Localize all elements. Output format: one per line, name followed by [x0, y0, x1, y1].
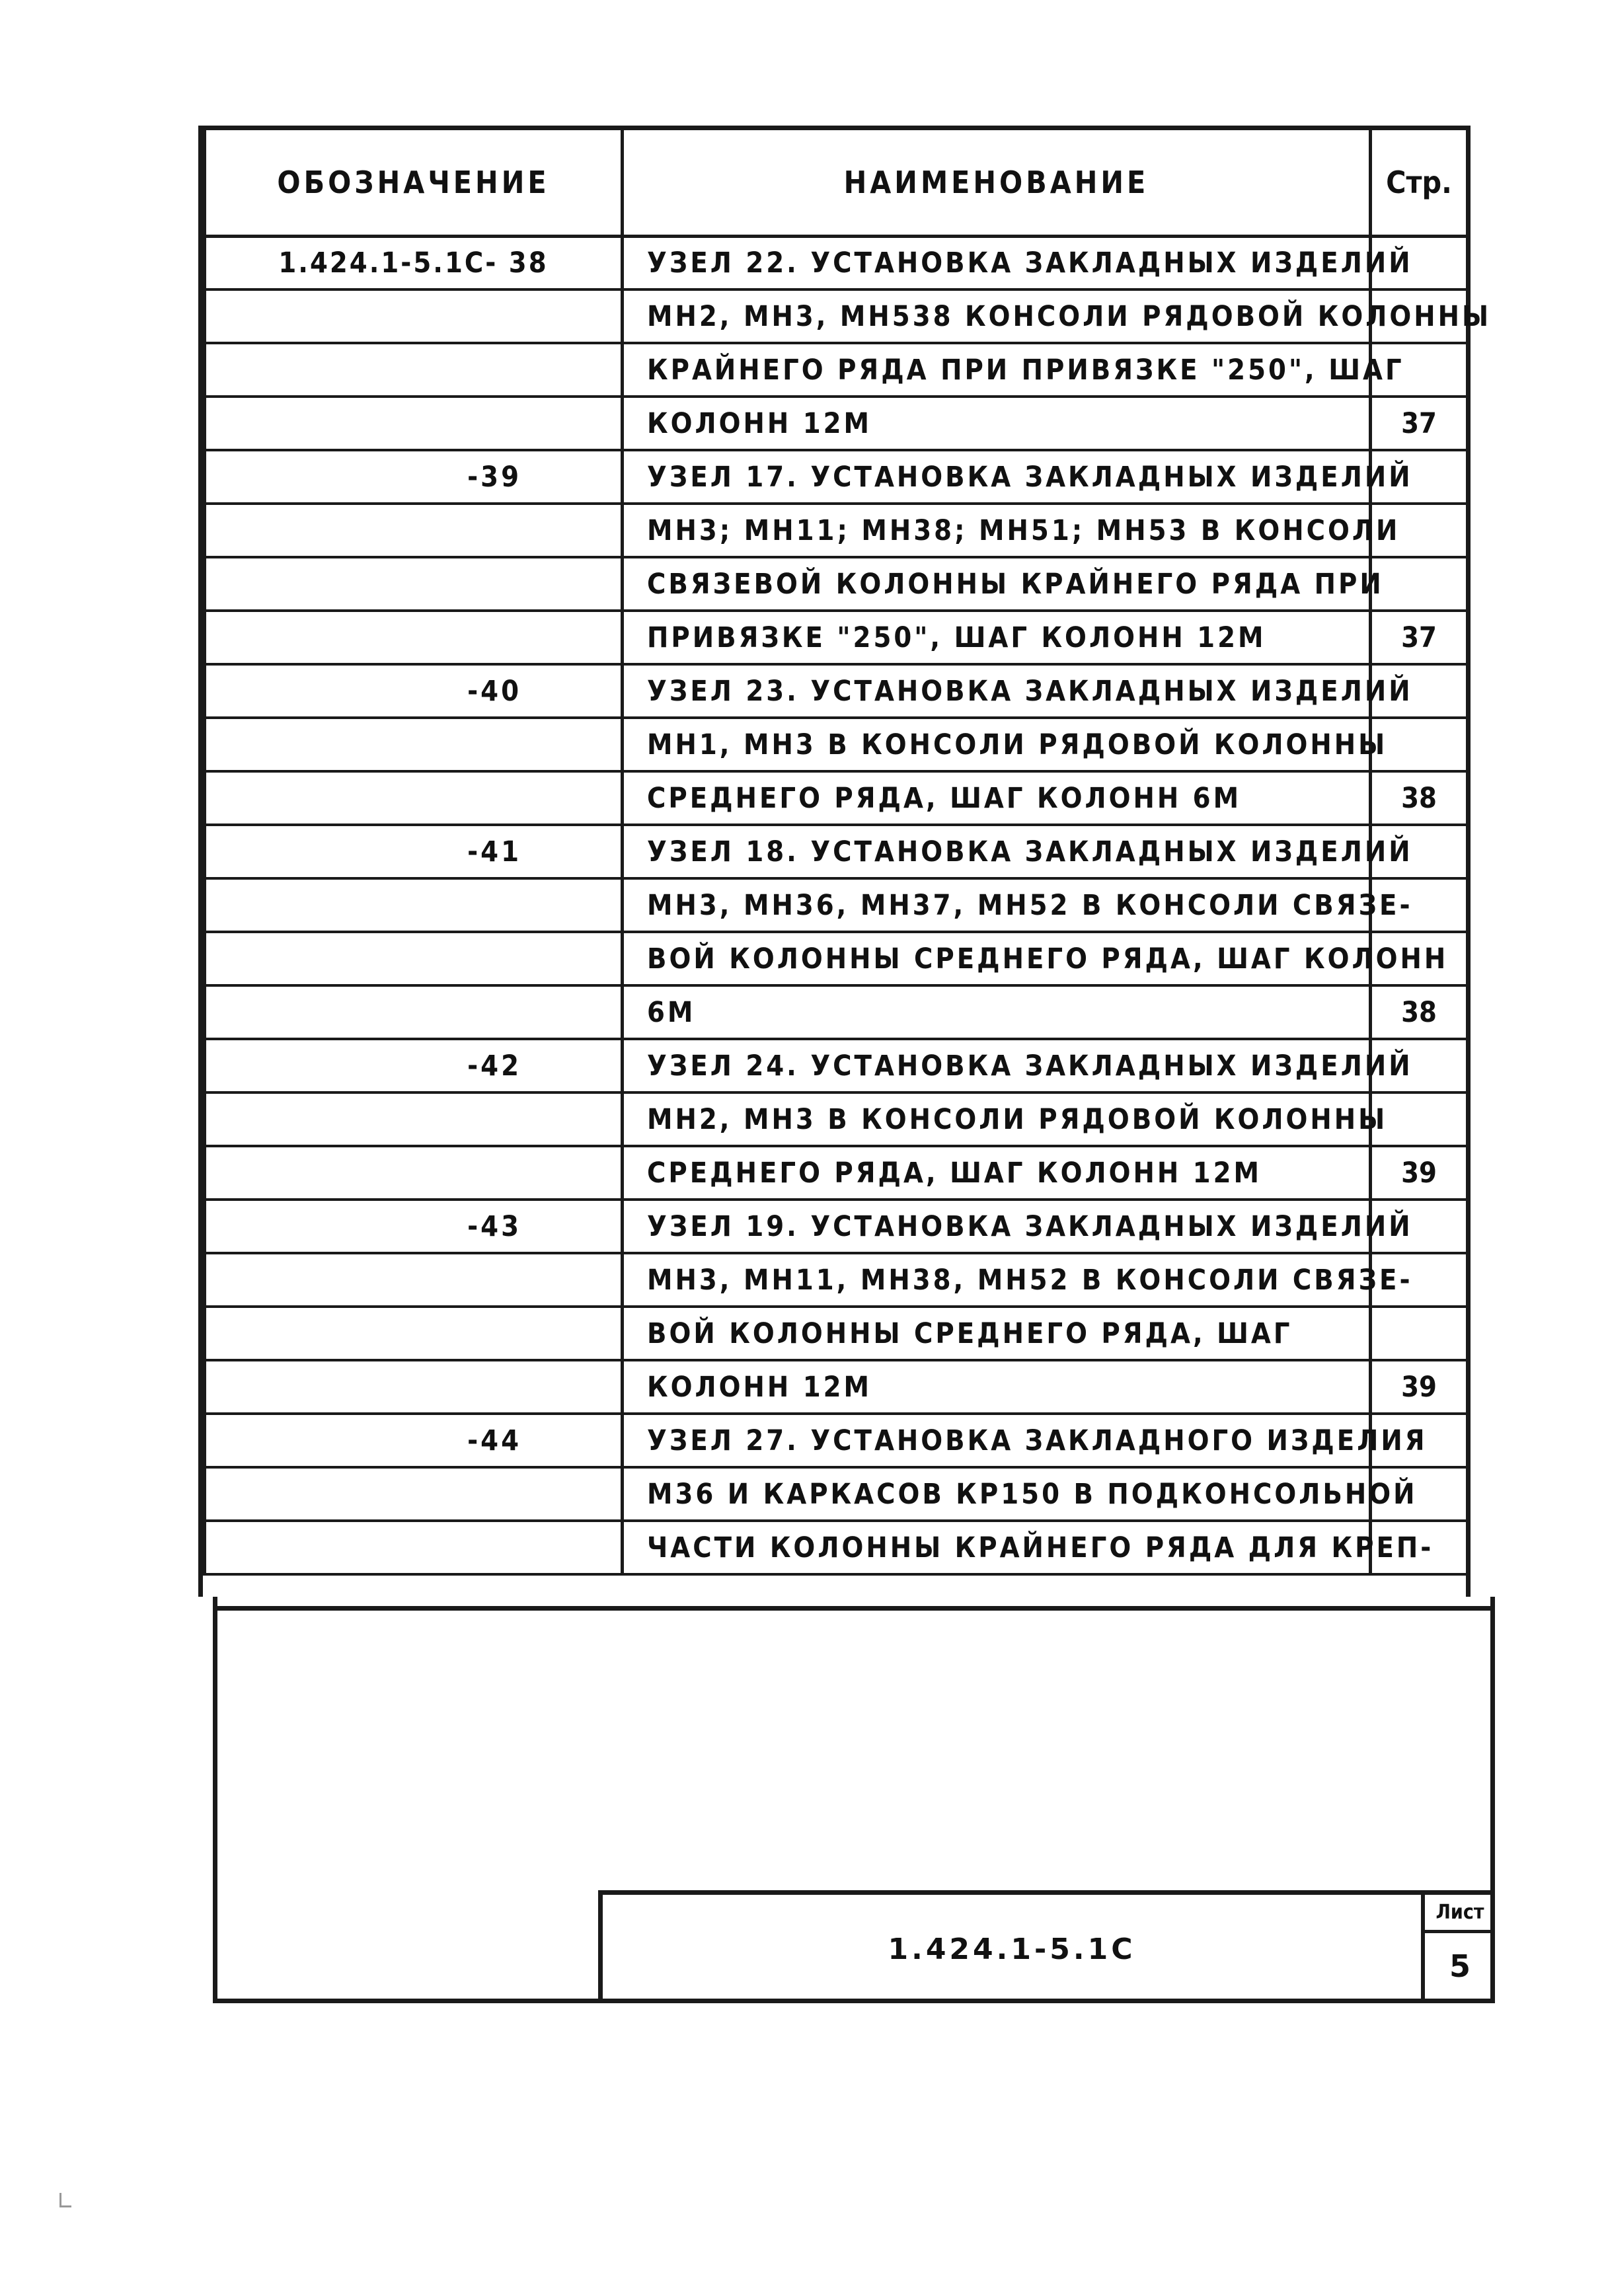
designation-cell [205, 557, 623, 611]
table-row [205, 1414, 1468, 1467]
name-cell: ВОЙ КОЛОННЫ СРЕДНЕГО РЯДА, ШАГ КОЛОНН [623, 932, 1371, 985]
designation-cell [205, 1307, 623, 1360]
header-row [205, 130, 1468, 236]
designation-cell [205, 1146, 623, 1200]
table-body [205, 236, 1492, 1574]
table-row [205, 397, 1468, 450]
page-cell: 39 [1371, 1146, 1468, 1200]
table-row [205, 1521, 1468, 1574]
designation-cell: -41 [205, 825, 623, 878]
table-row [205, 878, 1468, 932]
designation-cell [205, 289, 623, 343]
designation-cell: -44 [205, 1414, 623, 1467]
table-row [205, 985, 1468, 1039]
table-row [205, 664, 1468, 718]
table-row [205, 236, 1468, 289]
name-cell: М36 И КАРКАСОВ КР150 В ПОДКОНСОЛЬНОЙ [623, 1467, 1371, 1521]
table-row [205, 1092, 1468, 1146]
designation-cell [205, 1092, 623, 1146]
name-cell: КОЛОНН 12М [623, 397, 1371, 450]
designation-cell [205, 985, 623, 1039]
name-cell: СРЕДНЕГО РЯДА, ШАГ КОЛОНН 6М [623, 771, 1371, 825]
table-row [205, 1467, 1468, 1521]
name-cell: КРАЙНЕГО РЯДА ПРИ ПРИВЯЗКЕ "250", ШАГ [623, 343, 1371, 397]
name-cell: УЗЕЛ 23. УСТАНОВКА ЗАКЛАДНЫХ ИЗДЕЛИЙ [623, 664, 1371, 718]
designation-cell: 1.424.1-5.1С- 38 [205, 236, 623, 289]
header-designation: ОБОЗНАЧЕНИЕ [205, 130, 623, 236]
designation-cell: -39 [205, 450, 623, 504]
name-cell: 6М [623, 985, 1371, 1039]
name-cell: УЗЕЛ 19. УСТАНОВКА ЗАКЛАДНЫХ ИЗДЕЛИЙ [623, 1200, 1371, 1253]
name-cell: СВЯЗЕВОЙ КОЛОННЫ КРАЙНЕГО РЯДА ПРИ [623, 557, 1371, 611]
designation-cell [205, 878, 623, 932]
page-cell: 37 [1371, 611, 1468, 664]
designation-cell [205, 611, 623, 664]
table-row [205, 289, 1468, 343]
table-row [205, 825, 1468, 878]
table-row [205, 1307, 1468, 1360]
designation-cell [205, 718, 623, 771]
name-cell: МН3; МН11; МН38; МН51; МН53 В КОНСОЛИ [623, 504, 1371, 557]
name-cell: УЗЕЛ 27. УСТАНОВКА ЗАКЛАДНОГО ИЗДЕЛИЯ [623, 1414, 1371, 1467]
name-cell: МН1, МН3 В КОНСОЛИ РЯДОВОЙ КОЛОННЫ [623, 718, 1371, 771]
designation-cell [205, 1467, 623, 1521]
table-row [205, 771, 1468, 825]
table-row [205, 450, 1468, 504]
designation-cell: -42 [205, 1039, 623, 1092]
contents-table [203, 130, 1492, 1576]
name-cell: УЗЕЛ 22. УСТАНОВКА ЗАКЛАДНЫХ ИЗДЕЛИЙ [623, 236, 1371, 289]
header-page: Стр. [1371, 130, 1468, 236]
name-cell: СРЕДНЕГО РЯДА, ШАГ КОЛОНН 12М [623, 1146, 1371, 1200]
sheet-number: 5 [1449, 1948, 1471, 1984]
table-row [205, 718, 1468, 771]
name-cell: МН3, МН36, МН37, МН52 В КОНСОЛИ СВЯЗЕ- [623, 878, 1371, 932]
name-cell: УЗЕЛ 17. УСТАНОВКА ЗАКЛАДНЫХ ИЗДЕЛИЙ [623, 450, 1371, 504]
designation-cell [205, 771, 623, 825]
table-row [205, 343, 1468, 397]
name-cell: ВОЙ КОЛОННЫ СРЕДНЕГО РЯДА, ШАГ [623, 1307, 1371, 1360]
designation-cell [205, 932, 623, 985]
page-cell [1371, 557, 1468, 611]
page-cell: 38 [1371, 771, 1468, 825]
name-cell: ПРИВЯЗКЕ "250", ШАГ КОЛОНН 12М [623, 611, 1371, 664]
title-block [598, 1890, 1495, 2003]
designation-cell [205, 504, 623, 557]
page-cell: 37 [1371, 397, 1468, 450]
page-cell: 39 [1371, 1360, 1468, 1414]
header-name: НАИМЕНОВАНИЕ [623, 130, 1371, 236]
name-cell: МН3, МН11, МН38, МН52 В КОНСОЛИ СВЯЗЕ- [623, 1253, 1371, 1307]
table-row [205, 557, 1468, 611]
table-row [205, 1146, 1468, 1200]
scan-artifact-mark [59, 2193, 71, 2207]
name-cell: УЗЕЛ 18. УСТАНОВКА ЗАКЛАДНЫХ ИЗДЕЛИЙ [623, 825, 1371, 878]
page-cell: 38 [1371, 985, 1468, 1039]
sheet-box [1421, 1895, 1495, 2003]
name-cell: УЗЕЛ 24. УСТАНОВКА ЗАКЛАДНЫХ ИЗДЕЛИЙ [623, 1039, 1371, 1092]
document-code: 1.424.1-5.1С [888, 1932, 1136, 1966]
page-cell [1371, 1307, 1468, 1360]
table-row [205, 1360, 1468, 1414]
designation-cell [205, 1253, 623, 1307]
sheet-label: Лист [1425, 1895, 1495, 1933]
designation-cell [205, 343, 623, 397]
name-cell: МН2, МН3 В КОНСОЛИ РЯДОВОЙ КОЛОННЫ [623, 1092, 1371, 1146]
table-row [205, 611, 1468, 664]
designation-cell: -43 [205, 1200, 623, 1253]
designation-cell: -40 [205, 664, 623, 718]
table-row [205, 932, 1468, 985]
name-cell: КОЛОНН 12М [623, 1360, 1371, 1414]
name-cell: МН2, МН3, МН538 КОНСОЛИ РЯДОВОЙ КОЛОННЫ [623, 289, 1371, 343]
designation-cell [205, 397, 623, 450]
designation-cell [205, 1360, 623, 1414]
table-row [205, 1200, 1468, 1253]
table-row [205, 1039, 1468, 1092]
name-cell: ЧАСТИ КОЛОННЫ КРАЙНЕГО РЯДА ДЛЯ КРЕП- [623, 1521, 1371, 1574]
designation-cell [205, 1521, 623, 1574]
table-row [205, 1253, 1468, 1307]
table-row [205, 504, 1468, 557]
